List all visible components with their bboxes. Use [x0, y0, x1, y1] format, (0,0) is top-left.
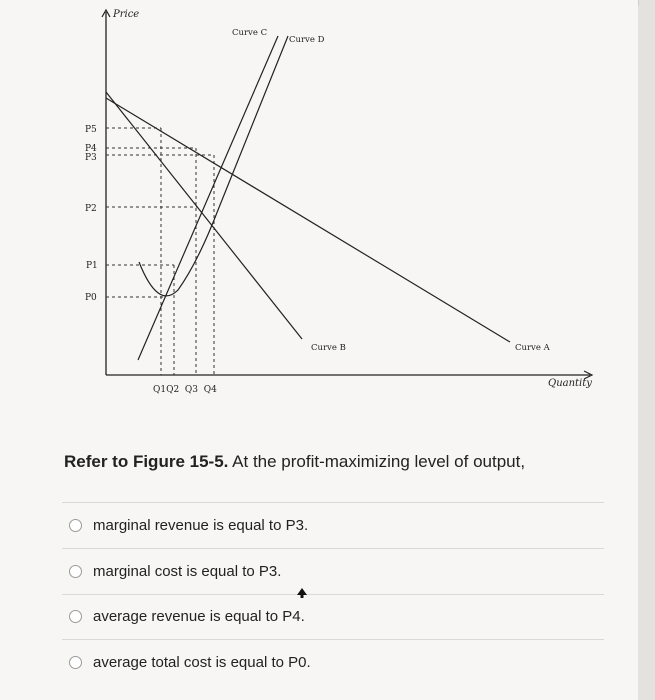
- price-label-p1: P1: [86, 261, 98, 271]
- y-axis-label: Price: [113, 9, 140, 20]
- answer-option-label: marginal revenue is equal to P3.: [93, 516, 309, 534]
- curve-b-line: [106, 92, 302, 339]
- answer-option-4[interactable]: [62, 640, 604, 684]
- radio-button[interactable]: [69, 656, 82, 669]
- price-label-p2: P2: [85, 204, 97, 214]
- price-label-p5: P5: [85, 125, 97, 135]
- answer-option-label: average revenue is equal to P4.: [93, 607, 305, 625]
- curve-a-line: [106, 98, 510, 342]
- answer-option-2[interactable]: [62, 549, 604, 593]
- dashed-guides: [106, 128, 214, 375]
- curve-d-label: Curve D: [289, 35, 325, 45]
- radio-button[interactable]: [69, 565, 82, 578]
- curve-c-line: [138, 36, 278, 360]
- answer-option-label: marginal cost is equal to P3.: [93, 562, 282, 580]
- curve-b-label: Curve B: [311, 343, 346, 353]
- radio-button[interactable]: [69, 519, 82, 532]
- answer-option-3[interactable]: [62, 594, 604, 638]
- price-label-p3: P3: [85, 153, 97, 163]
- x-axis-label: Quantity: [548, 378, 592, 389]
- question-text: [64, 452, 525, 472]
- question-prompt: At the profit-maximizing level of output,: [228, 452, 526, 471]
- page-edge: [638, 0, 655, 700]
- answer-option-1[interactable]: [62, 503, 604, 547]
- price-label-p0: P0: [85, 293, 97, 303]
- mouse-cursor-icon: [295, 587, 309, 605]
- radio-button[interactable]: [69, 610, 82, 623]
- curve-c-label: Curve C: [232, 28, 268, 38]
- curve-a-label: Curve A: [515, 343, 550, 353]
- quantity-labels: Q1Q2 Q3 Q4: [153, 385, 217, 395]
- figure-reference: Refer to Figure 15-5.: [64, 452, 229, 471]
- answer-option-label: average total cost is equal to P0.: [93, 653, 311, 671]
- price-label-p4: P4: [85, 144, 97, 154]
